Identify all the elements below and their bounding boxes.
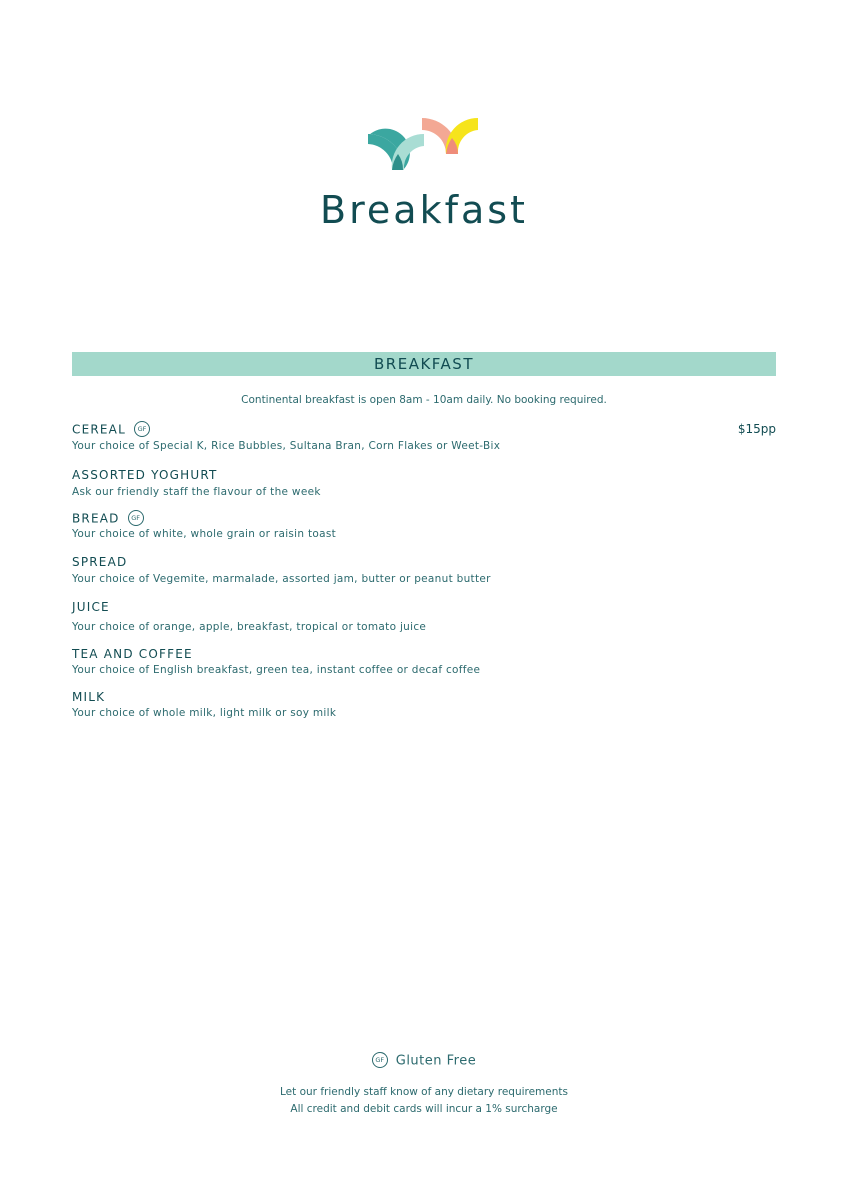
item-name-text: JUICE (72, 600, 110, 614)
menu-item-bread-description: Your choice of white, whole grain or raisin toast (72, 528, 337, 540)
menu-item-cereal-name (72, 422, 150, 438)
gluten-free-badge-icon: GF (128, 510, 144, 526)
section-header-bar (72, 352, 776, 376)
menu-item-juice-description: Your choice of orange, apple, breakfast, tropical or tomato juice (72, 621, 427, 633)
item-name-text: BREAD (72, 511, 120, 526)
menu-item-yoghurt-description: Ask our friendly staff the flavour of the week (72, 486, 321, 498)
legend-label: Gluten Free (395, 1053, 477, 1069)
gluten-free-badge-icon: GF (372, 1052, 388, 1068)
surcharge-note: All credit and debit cards will incur a 1% surcharge (290, 1103, 558, 1115)
menu-item-bread-name (72, 511, 144, 527)
menu-item-tea-coffee-name (72, 647, 193, 661)
dietary-note: Let our friendly staff know of any dietary requirements (280, 1086, 568, 1098)
menu-item-spread-description: Your choice of Vegemite, marmalade, assorted jam, butter or peanut butter (72, 573, 491, 585)
menu-item-yoghurt-name (72, 468, 218, 482)
gluten-free-legend (0, 1053, 848, 1069)
menu-item-tea-coffee-description: Your choice of English breakfast, green tea, instant coffee or decaf coffee (72, 664, 481, 676)
item-name-text: CEREAL (72, 422, 126, 437)
gluten-free-badge-icon: GF (134, 421, 150, 437)
menu-item-milk-description: Your choice of whole milk, light milk or soy milk (72, 707, 337, 719)
menu-item-juice-name (72, 600, 110, 614)
item-name-text: MILK (72, 690, 106, 704)
section-intro: Continental breakfast is open 8am - 10am daily. No booking required. (241, 394, 607, 406)
page-title: Breakfast (320, 188, 528, 232)
item-name-text: TEA AND COFFEE (72, 647, 193, 661)
section-title: BREAKFAST (374, 355, 474, 373)
menu-item-milk-name (72, 690, 105, 704)
item-price: $15pp (737, 422, 776, 436)
arches-logo-icon (365, 114, 481, 174)
menu-item-cereal-description: Your choice of Special K, Rice Bubbles, Sultana Bran, Corn Flakes or Weet-Bix (72, 440, 501, 452)
item-name-text: ASSORTED YOGHURT (72, 468, 218, 482)
menu-item-spread-name (72, 555, 127, 569)
item-name-text: SPREAD (72, 555, 128, 569)
